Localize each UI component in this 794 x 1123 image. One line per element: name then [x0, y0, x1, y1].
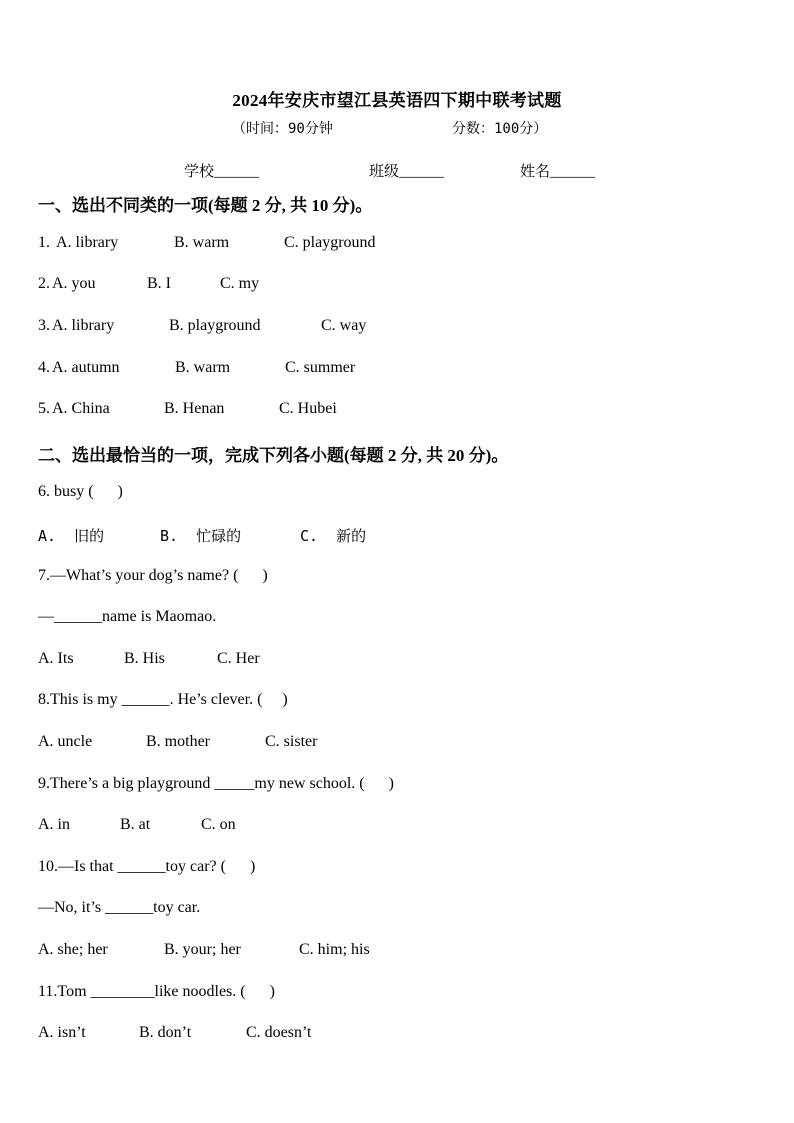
exam-title: 2024年安庆市望江县英语四下期中联考试题 [232, 91, 562, 110]
option-c[interactable]: C. Her [217, 650, 260, 667]
question-stem: 8.This is my ______. He’s clever. ( ) [38, 691, 288, 708]
question-stem: 9.There’s a big playground _____my new school. ( ) [38, 775, 394, 792]
question-stem: 10.—Is that ______toy car? ( ) [38, 858, 256, 875]
class-field[interactable]: 班级______ [369, 164, 445, 180]
option-b[interactable]: B. don’t [139, 1024, 192, 1041]
option-a[interactable]: A. autumn [52, 359, 120, 376]
question-number: 4. [38, 359, 50, 376]
question-number: 3. [38, 317, 50, 334]
option-a[interactable]: A. she; her [38, 941, 108, 958]
option-b[interactable]: B. your; her [164, 941, 241, 958]
question-number: 2. [38, 275, 50, 292]
school-field[interactable]: 学校______ [184, 164, 260, 180]
option-a[interactable]: A. library [52, 317, 115, 334]
option-c[interactable]: C. him; his [299, 941, 370, 958]
option-a[interactable]: A. uncle [38, 733, 93, 750]
option-b[interactable]: B. I [147, 275, 171, 292]
option-c[interactable]: C. way [321, 317, 367, 334]
option-c[interactable]: C. 新的 [300, 527, 367, 545]
option-a[interactable]: A. library [56, 234, 119, 251]
option-c[interactable]: C. my [220, 275, 260, 292]
question-stem: 6. busy ( ) [38, 483, 123, 500]
option-c[interactable]: C. playground [284, 234, 376, 251]
exam-time: （时间：90分钟 [232, 121, 333, 137]
exam-score: 分数：100分） [452, 121, 548, 137]
section2-heading: 二、选出最恰当的一项，完成下列各小题(每题 2 分, 共 20 分)。 [38, 446, 509, 465]
option-b[interactable]: B. playground [169, 317, 261, 334]
option-a[interactable]: A. you [52, 275, 96, 292]
option-a[interactable]: A. isn’t [38, 1024, 86, 1041]
option-c[interactable]: C. doesn’t [246, 1024, 312, 1041]
option-a[interactable]: A. 旧的 [38, 527, 105, 545]
option-a[interactable]: A. China [52, 400, 110, 417]
option-b[interactable]: B. 忙碌的 [160, 527, 242, 545]
option-c[interactable]: C. Hubei [279, 400, 337, 417]
option-a[interactable]: A. in [38, 816, 70, 833]
name-field[interactable]: 姓名______ [520, 164, 596, 180]
option-c[interactable]: C. summer [285, 359, 356, 376]
option-a[interactable]: A. Its [38, 650, 74, 667]
question-stem: 7.—What’s your dog’s name? ( ) [38, 567, 268, 584]
option-b[interactable]: B. Henan [164, 400, 225, 417]
question-number: 1. [38, 234, 54, 251]
option-c[interactable]: C. sister [265, 733, 318, 750]
question-reply: —______name is Maomao. [38, 608, 217, 625]
option-c[interactable]: C. on [201, 816, 236, 833]
question-stem: 11.Tom ________like noodles. ( ) [38, 983, 275, 1000]
option-b[interactable]: B. warm [174, 234, 230, 251]
option-b[interactable]: B. mother [146, 733, 210, 750]
option-b[interactable]: B. His [124, 650, 165, 667]
option-b[interactable]: B. warm [175, 359, 231, 376]
question-reply: —No, it’s ______toy car. [38, 899, 201, 916]
question-number: 5. [38, 400, 50, 417]
option-b[interactable]: B. at [120, 816, 151, 833]
section1-heading: 一、选出不同类的一项(每题 2 分, 共 10 分)。 [38, 196, 373, 215]
